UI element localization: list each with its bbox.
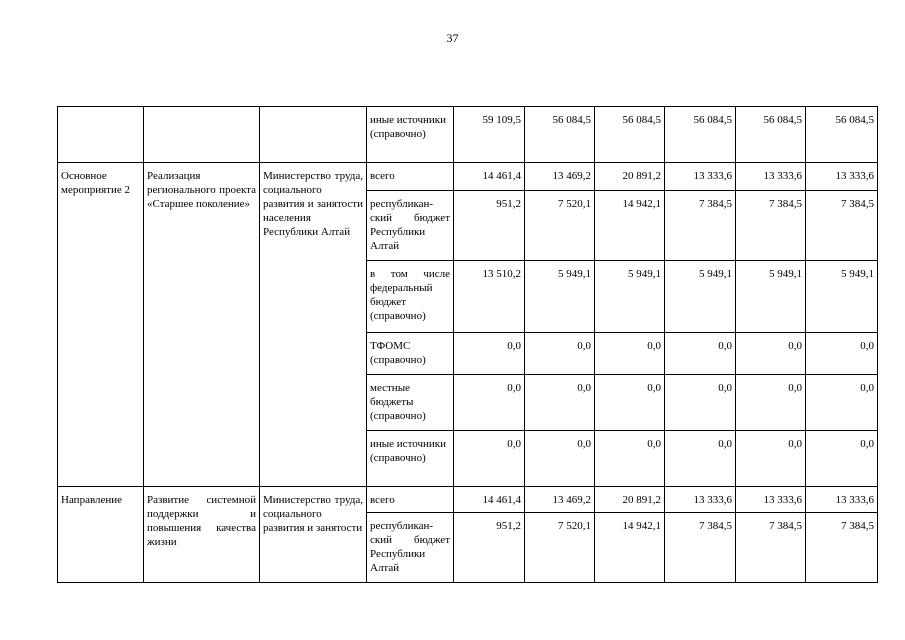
source-cell: иные источники (справочно) (367, 431, 454, 487)
table-body (58, 107, 878, 583)
responsible-executor-cell: Министерство труда, социального развития и занятости населения Республики Алтай (260, 163, 367, 487)
measure-title-cell: Реализация регионального проекта «Старшее поколение» (144, 163, 260, 487)
value-cell: 0,0 (454, 333, 525, 375)
source-cell: в том числе федеральный бюджет (справочно) (367, 261, 454, 333)
value-cell: 13 333,6 (736, 487, 806, 513)
source-cell: всего (367, 163, 454, 191)
value-cell: 5 949,1 (595, 261, 665, 333)
value-cell: 7 384,5 (665, 513, 736, 583)
measure-label-cell: Основное мероприятие 2 (58, 163, 144, 487)
value-cell: 0,0 (525, 375, 595, 431)
value-cell: 5 949,1 (736, 261, 806, 333)
value-cell: 5 949,1 (806, 261, 878, 333)
value-cell: 0,0 (595, 333, 665, 375)
value-cell: 7 384,5 (665, 191, 736, 261)
value-cell: 0,0 (806, 375, 878, 431)
value-cell: 5 949,1 (525, 261, 595, 333)
value-cell: 7 384,5 (806, 513, 878, 583)
value-cell: 14 942,1 (595, 513, 665, 583)
responsible-executor-cell: Министерство труда, социального развития и занятости (260, 487, 367, 583)
value-cell: 56 084,5 (595, 107, 665, 163)
value-cell: 7 384,5 (806, 191, 878, 261)
value-cell: 13 510,2 (454, 261, 525, 333)
value-cell: 13 469,2 (525, 487, 595, 513)
source-cell: местные бюджеты (справочно) (367, 375, 454, 431)
value-cell: 56 084,5 (736, 107, 806, 163)
source-cell: республикан-ский бюджет Республики Алтай (367, 513, 454, 583)
value-cell: 7 384,5 (736, 191, 806, 261)
value-cell: 13 333,6 (806, 163, 878, 191)
value-cell: 0,0 (665, 431, 736, 487)
table-row (58, 107, 878, 163)
value-cell: 14 942,1 (595, 191, 665, 261)
value-cell: 0,0 (595, 375, 665, 431)
value-cell: 7 384,5 (736, 513, 806, 583)
value-cell: 14 461,4 (454, 163, 525, 191)
value-cell: 13 333,6 (806, 487, 878, 513)
value-cell: 20 891,2 (595, 487, 665, 513)
value-cell: 0,0 (665, 333, 736, 375)
value-cell: 56 084,5 (806, 107, 878, 163)
value-cell: 5 949,1 (665, 261, 736, 333)
page-number: 37 (446, 31, 459, 45)
value-cell: 0,0 (665, 375, 736, 431)
col2-cell (144, 107, 260, 163)
source-cell: всего (367, 487, 454, 513)
value-cell: 0,0 (595, 431, 665, 487)
source-cell: республикан-ский бюджет Республики Алтай (367, 191, 454, 261)
value-cell: 951,2 (454, 513, 525, 583)
value-cell: 20 891,2 (595, 163, 665, 191)
source-cell: ТФОМС (справочно) (367, 333, 454, 375)
measure-title-cell: Развитие системной поддержки и повышения качества жизни (144, 487, 260, 583)
value-cell: 13 333,6 (665, 163, 736, 191)
value-cell: 7 520,1 (525, 513, 595, 583)
value-cell: 13 469,2 (525, 163, 595, 191)
value-cell: 0,0 (736, 375, 806, 431)
value-cell: 0,0 (454, 375, 525, 431)
value-cell: 7 520,1 (525, 191, 595, 261)
value-cell: 0,0 (806, 333, 878, 375)
source-cell: иные источники (справочно) (367, 107, 454, 163)
value-cell: 951,2 (454, 191, 525, 261)
col3-cell (260, 107, 367, 163)
value-cell: 0,0 (525, 333, 595, 375)
table-row (58, 487, 878, 513)
measure-label-cell: Направление (58, 487, 144, 583)
budget-table (57, 106, 878, 583)
value-cell: 0,0 (736, 333, 806, 375)
table-row (58, 163, 878, 191)
value-cell: 0,0 (736, 431, 806, 487)
value-cell: 0,0 (454, 431, 525, 487)
value-cell: 13 333,6 (665, 487, 736, 513)
value-cell: 59 109,5 (454, 107, 525, 163)
value-cell: 13 333,6 (736, 163, 806, 191)
col1-cell (58, 107, 144, 163)
value-cell: 56 084,5 (665, 107, 736, 163)
value-cell: 14 461,4 (454, 487, 525, 513)
value-cell: 0,0 (525, 431, 595, 487)
value-cell: 0,0 (806, 431, 878, 487)
value-cell: 56 084,5 (525, 107, 595, 163)
